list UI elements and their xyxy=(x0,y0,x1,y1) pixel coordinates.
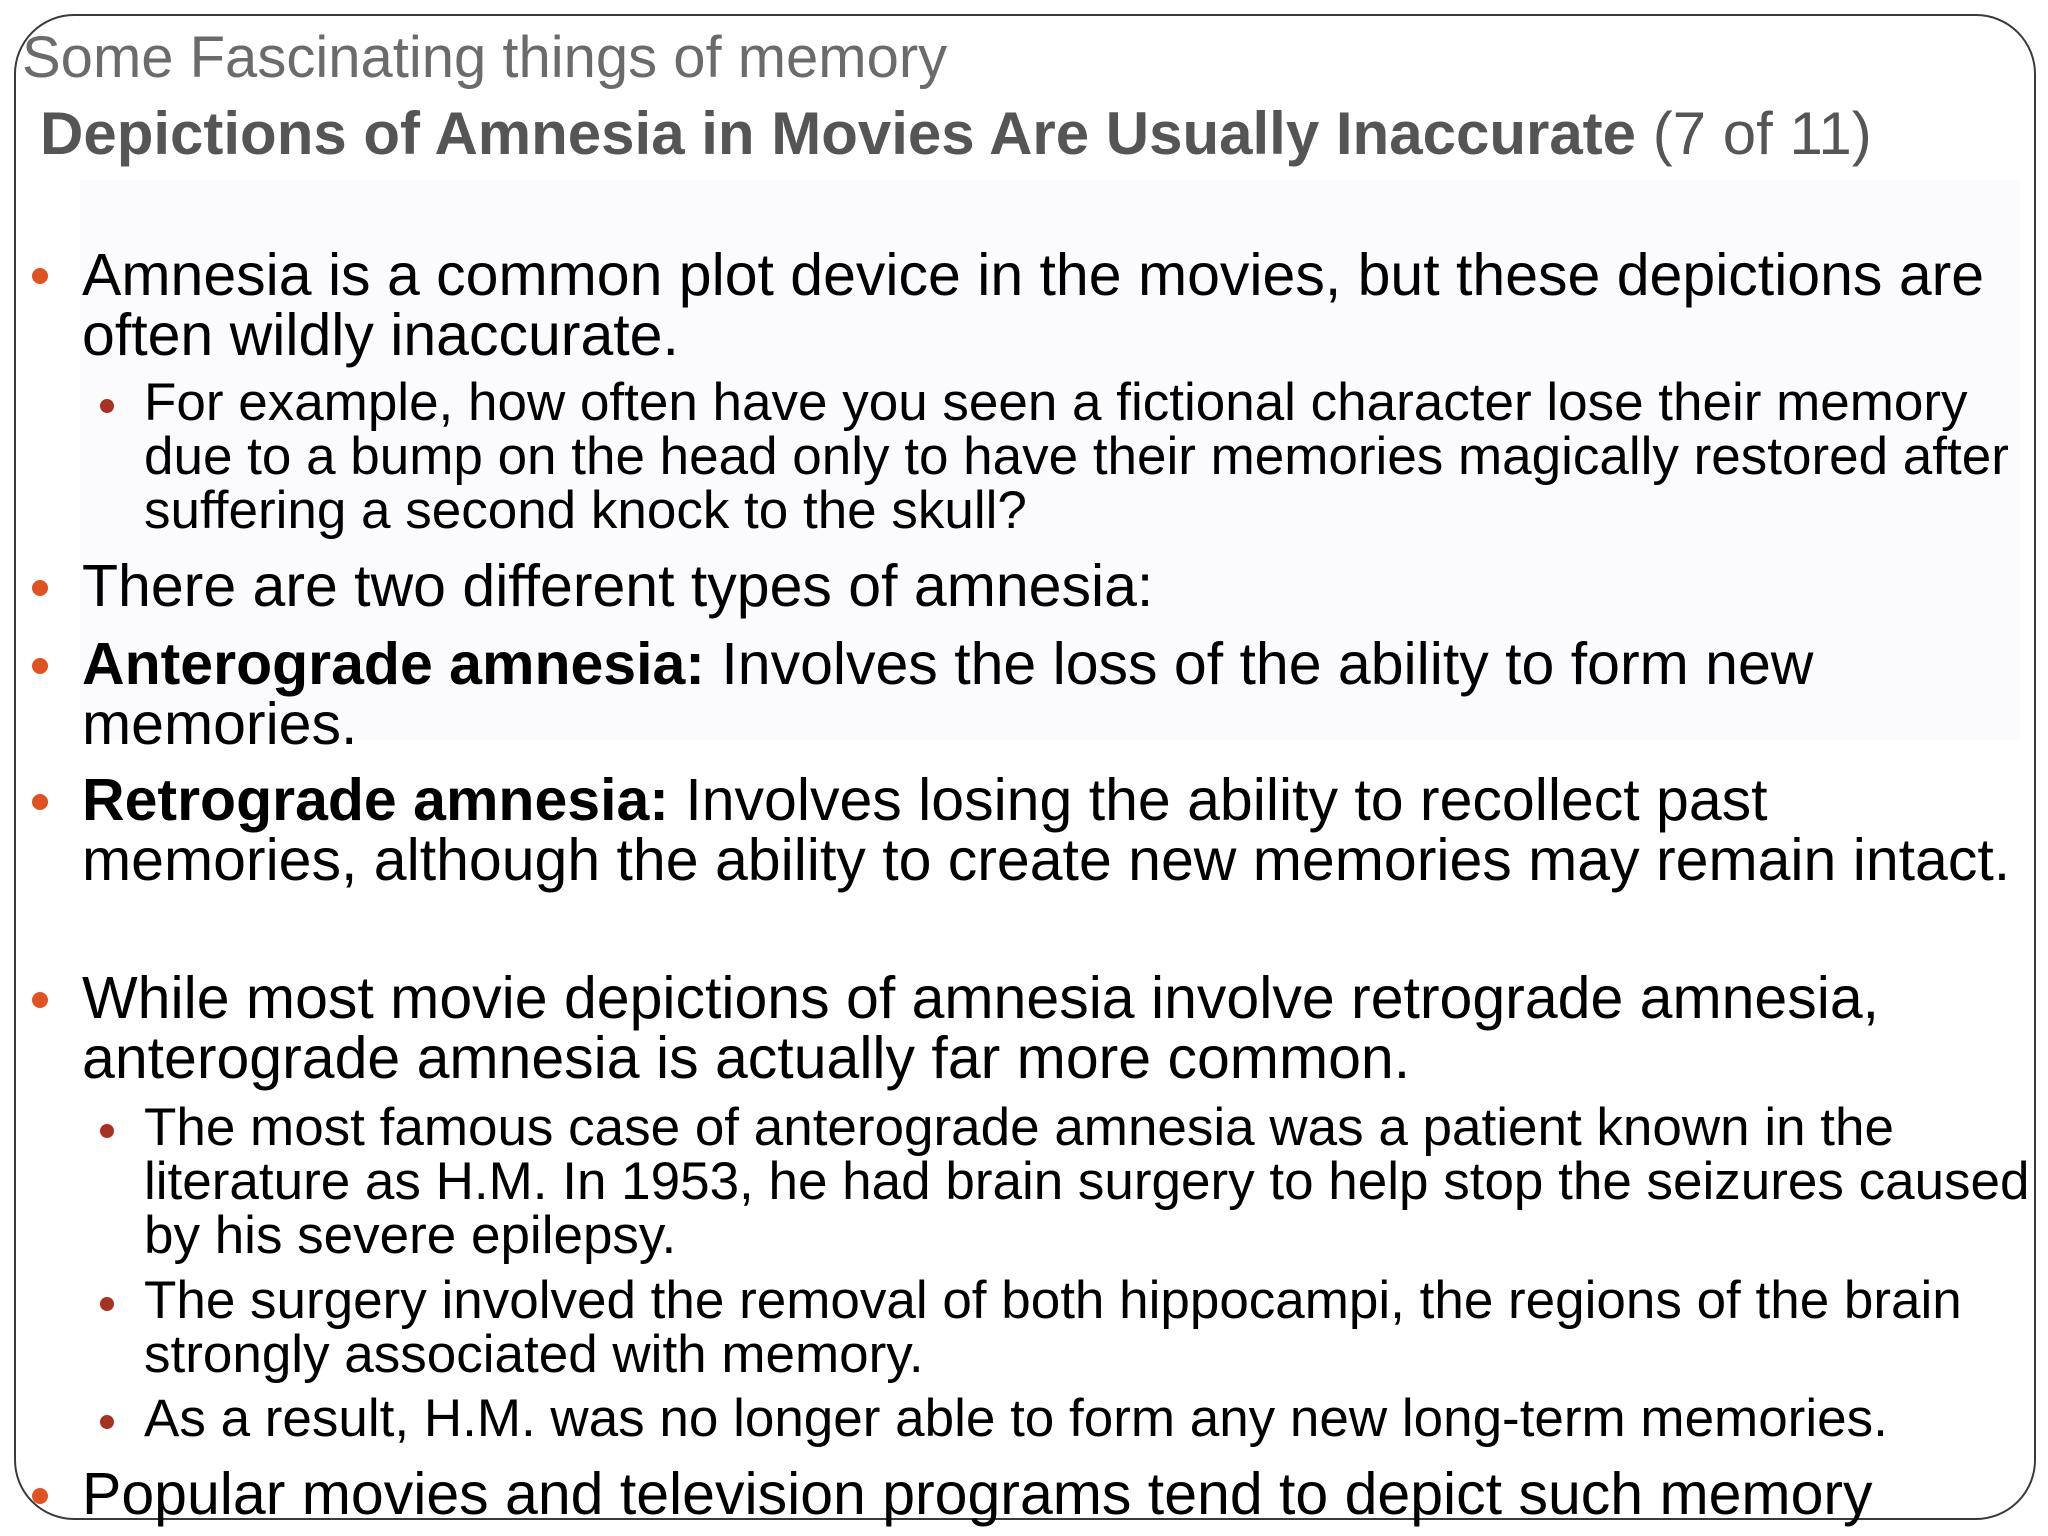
slide-count: (7 of 11) xyxy=(1652,100,1872,167)
bullet-item xyxy=(82,767,2032,893)
sub-bullet-dot-icon xyxy=(100,1415,114,1429)
sub-bullet-item: For example, how often have you seen a fictional character lose their memory due to a bump on the head only to have their memories magically restored after suffering a second knock to the skull? xyxy=(144,373,2009,540)
bullet-dot-icon xyxy=(32,992,48,1008)
bullet-dot-icon xyxy=(32,1488,48,1504)
slide-title-text: Depictions of Amnesia in Movies Are Usually Inaccurate xyxy=(40,100,1637,167)
term-anterograde: Anterograde amnesia: xyxy=(82,631,705,697)
term-anterograde-definition: Involves the loss of the ability to form new memories. xyxy=(82,631,1814,757)
term-retrograde-definition: Involves losing the ability to recollect past memories, although the ability to create new memories may remain intact. xyxy=(82,767,2011,893)
bullet-dot-icon xyxy=(32,268,48,284)
sub-bullet-dot-icon xyxy=(100,1297,114,1311)
slide-header-title: Some Fascinating things of memory xyxy=(22,25,948,90)
bullet-dot-icon xyxy=(32,794,48,810)
sub-bullet-item: As a result, H.M. was no longer able to form any new long-term memories. xyxy=(144,1389,1888,1448)
bullet-item xyxy=(82,631,2032,757)
bullet-item: Amnesia is a common plot device in the movies, but these depictions are often wildly inaccurate. xyxy=(82,242,1985,368)
term-retrograde: Retrograde amnesia: xyxy=(82,767,669,833)
sub-bullet-item: The surgery involved the removal of both hippocampi, the regions of the brain strongly associated with memory. xyxy=(144,1271,1962,1384)
sub-bullet-dot-icon xyxy=(100,399,114,413)
bullet-item: There are two different types of amnesia: xyxy=(82,553,1154,619)
bullet-item: Popular movies and television programs tend to depict such memory xyxy=(82,1461,1873,1527)
sub-bullet-item: The most famous case of anterograde amnesia was a patient known in the literature as H.M. In 1953, he had brain surgery to help stop the seizures caused by his severe epilepsy. xyxy=(144,1098,2030,1265)
sub-bullet-dot-icon xyxy=(100,1124,114,1138)
bullet-dot-icon xyxy=(32,580,48,596)
bullet-item: While most movie depictions of amnesia involve retrograde amnesia, anterograde amnesia is actually far more common. xyxy=(82,965,1880,1091)
bullet-dot-icon xyxy=(32,658,48,674)
